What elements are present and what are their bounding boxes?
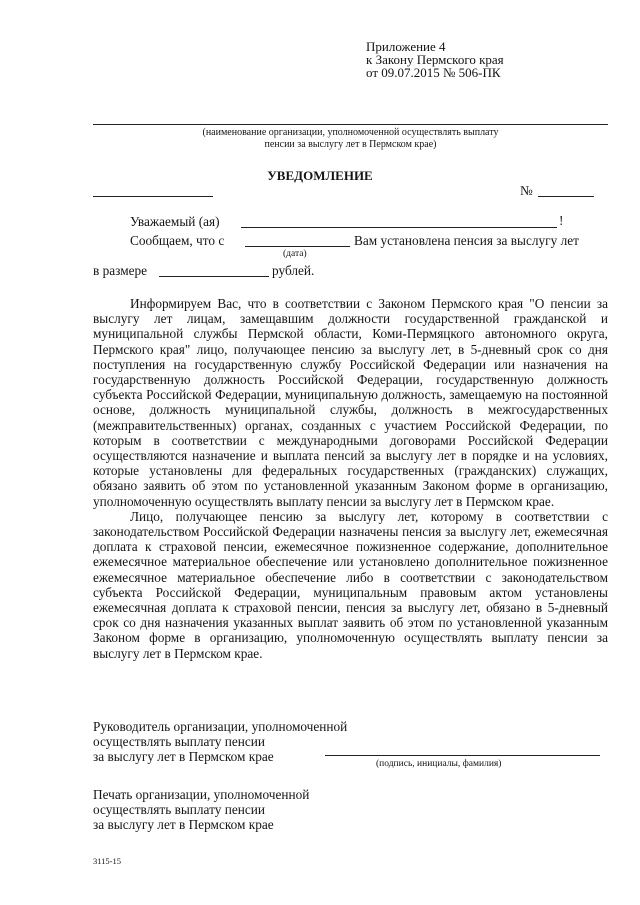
annex-line-2: к Закону Пермского края [366,52,504,67]
signature-line-1: Руководитель организации, уполномоченной [93,719,348,734]
footer-code: 3115-15 [93,856,122,866]
signature-line-2: осуществлять выплату пенсии [93,734,265,749]
greeting-suffix: ! [559,213,564,228]
document-title: УВЕДОМЛЕНИЕ [267,168,373,183]
stamp-block [93,787,309,832]
date-line [93,196,213,197]
stamp-line-3: за выслугу лет в Пермском крае [93,817,274,832]
annex-header [366,40,504,79]
notice-suffix: Вам установлена пенсия за выслугу лет [354,233,579,248]
number-line [538,196,594,197]
signature-line-3: за выслугу лет в Пермском крае [93,749,274,764]
pension-date-line [245,246,350,247]
amount-prefix: в размере [93,263,148,278]
notice-body [93,296,608,661]
notice-prefix: Сообщаем, что с [130,233,225,248]
paragraph-1: Информируем Вас, что в соответствии с Законом Пермского края "О пенсии за выслугу лет лицам, замещавшим должности государственной гражданской и муниципальной службы Пермской области, Коми-Пермяцкого автономного округа, Пермского края" лицо, получающее пенсию за выслугу лет, в 5-дневный срок со дня поступления на государственную службу Российской Федерации или назначения на государственную должность Российской Федерации, государственную должность субъекта Российской Федерации, муниципальную должность, замещаемую на постоянной основе, должность муниципальной службы, должность в межгосударственных (межправительственных) органах, созданных с участием Российской Федерации, по которым в соответствии с международными договорами Российской Федерации осуществляются назначение и выплата пенсий за выслугу лет в порядке и на условиях, которые установлены для федеральных государственных (гражданских) служащих, обязано заявить об этом по установленной указанным Законом форме в организацию, уполномоченную осуществлять выплату пенсии за выслугу лет в Пермском крае. [93,296,608,509]
organization-caption-line-1: (наименование организации, уполномоченной осуществлять выплату [202,127,499,138]
amount-line [159,276,269,277]
signature-block [93,719,347,764]
greeting-prefix: Уважаемый (ая) [130,214,220,229]
paragraph-2: Лицо, получающее пенсию за выслугу лет, которому в соответствии с законодательством Российской Федерации назначены пенсия за выслугу лет, ежемесячная доплата к страховой пенсии, ежемесячное пожизненное содержание, дополнительное ежемесячное материальное обеспечение или установлено дополнительное пожизненное ежемесячное материальное обеспечение либо в соответствии с законодательством субъекта Российской Федерации, муниципальным правовым актом установлены ежемесячная доплата к страховой пенсии, пенсия за выслугу лет, обязано в 5-дневный срок со дня назначения указанных выплат заявить об этом по установленной указанным Законом форме в организацию, уполномоченную осуществлять выплату пенсии за выслугу лет в Пермском крае. [93,508,608,661]
signature-line [325,755,600,756]
stamp-line-1: Печать организации, уполномоченной [93,787,310,802]
amount-suffix: рублей. [272,263,315,278]
recipient-name-line [241,227,557,228]
number-sign: № [520,183,533,198]
annex-line-1: Приложение 4 [366,39,446,54]
organization-caption [93,127,608,151]
stamp-line-2: осуществлять выплату пенсии [93,802,265,817]
organization-name-line [93,124,608,125]
date-caption: (дата) [283,249,307,259]
annex-line-3: от 09.07.2015 № 506-ПК [366,65,501,80]
organization-caption-line-2: пенсии за выслугу лет в Пермском крае) [264,139,437,150]
signature-caption: (подпись, инициалы, фамилия) [376,759,502,769]
